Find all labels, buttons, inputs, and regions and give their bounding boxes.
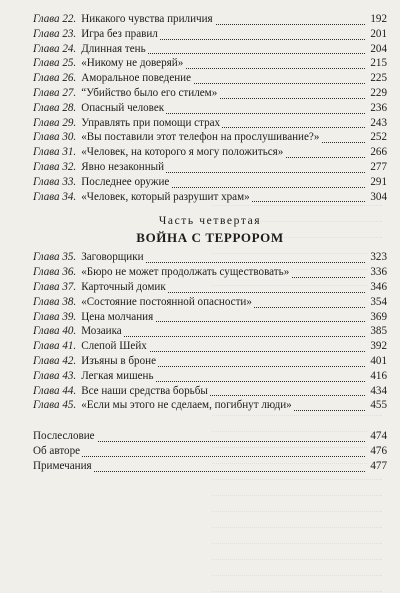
page-number: 291: [370, 175, 387, 188]
chapter-number: 31.: [62, 146, 77, 159]
chapter-label: Глава: [33, 57, 60, 70]
page-number: 336: [370, 266, 387, 279]
chapter-title: Все наши средства борьбы: [81, 384, 208, 397]
part-title: ВОЙНА С ТЕРРОРОМ: [136, 230, 284, 246]
chapter-title: Заговорщики: [81, 251, 144, 264]
toc-entry[interactable]: [33, 56, 387, 71]
table-of-contents: [33, 12, 387, 474]
part-label: Часть четвертая: [158, 215, 262, 228]
chapter-number: 22.: [62, 13, 77, 25]
page-number: 416: [370, 369, 387, 382]
page-number: 385: [370, 325, 387, 338]
chapter-number: 44.: [62, 384, 77, 397]
entry-title: Примечания: [33, 459, 92, 472]
chapter-number: 43.: [62, 369, 77, 382]
page-number: 304: [370, 190, 387, 203]
chapter-title: Цена молчания: [81, 310, 154, 323]
chapter-number: 39.: [62, 310, 77, 323]
chapter-label: Глава: [33, 101, 60, 114]
chapter-title: Явно незаконный: [81, 160, 165, 173]
toc-entry[interactable]: [33, 27, 387, 42]
toc-entry[interactable]: [33, 265, 387, 280]
dot-leader: [33, 456, 365, 457]
chapter-number: 42.: [62, 354, 77, 367]
toc-entry-notes[interactable]: [33, 459, 387, 474]
toc-entry[interactable]: [33, 116, 387, 131]
chapter-label: Глава: [33, 42, 60, 55]
chapter-label: Глава: [33, 325, 60, 338]
page-number: 401: [370, 354, 387, 367]
chapter-label: Глава: [33, 384, 60, 397]
page-number: 476: [370, 444, 387, 457]
section-gap: [33, 413, 387, 429]
page-number: 236: [370, 101, 387, 114]
chapter-number: 38.: [62, 295, 77, 308]
chapter-title: Управлять при помощи страх: [81, 116, 221, 129]
chapter-label: Глава: [33, 266, 60, 279]
chapter-label: Глава: [33, 13, 60, 25]
toc-backmatter: [33, 429, 387, 473]
page-number: 474: [370, 430, 387, 443]
chapter-label: Глава: [33, 369, 60, 382]
chapter-number: 27.: [62, 86, 77, 99]
toc-entry[interactable]: [33, 175, 387, 190]
toc-entry[interactable]: [33, 71, 387, 86]
chapter-label: Глава: [33, 251, 60, 264]
toc-entry[interactable]: [33, 130, 387, 145]
toc-entry[interactable]: [33, 42, 387, 57]
chapter-title: Слепой Шейх: [81, 340, 147, 353]
chapter-number: 40.: [62, 325, 77, 338]
chapter-number: 33.: [62, 175, 77, 188]
toc-entry[interactable]: [33, 280, 387, 295]
toc-entry[interactable]: [33, 86, 387, 101]
chapter-label: Глава: [33, 340, 60, 353]
page-number: 192: [370, 13, 387, 25]
chapter-number: 23.: [62, 27, 77, 40]
chapter-title: «Никому не доверяй»: [81, 57, 184, 70]
chapter-label: Глава: [33, 116, 60, 129]
page-number: 225: [370, 72, 387, 85]
page-number: 243: [370, 116, 387, 129]
toc-list-part4: [33, 250, 387, 413]
toc-entry[interactable]: [33, 190, 387, 205]
page-number: 204: [370, 42, 387, 55]
toc-entry[interactable]: [33, 369, 387, 384]
chapter-title: «Состояние постоянной опасности»: [81, 295, 252, 308]
chapter-title: «Человек, который разрушит храм»: [81, 190, 250, 203]
page-number: 252: [370, 131, 387, 144]
page-number: 346: [370, 280, 387, 293]
toc-entry[interactable]: [33, 398, 387, 413]
toc-entry[interactable]: [33, 324, 387, 339]
chapter-title: Мозаика: [81, 325, 122, 338]
chapter-title: Опасный человек: [81, 101, 165, 114]
chapter-number: 45.: [62, 399, 77, 412]
toc-entry[interactable]: [33, 295, 387, 310]
chapter-title: Карточный домик: [81, 280, 166, 293]
toc-list-top: [33, 12, 387, 204]
chapter-title: Игра без правил: [81, 27, 158, 40]
chapter-number: 29.: [62, 116, 77, 129]
page-number: 266: [370, 146, 387, 159]
page-number: 477: [370, 459, 387, 472]
page-number: 369: [370, 310, 387, 323]
chapter-number: 35.: [62, 251, 77, 264]
toc-entry[interactable]: [33, 250, 387, 265]
chapter-label: Глава: [33, 86, 60, 99]
chapter-label: Глава: [33, 27, 60, 40]
chapter-number: 41.: [62, 340, 77, 353]
toc-entry[interactable]: [33, 339, 387, 354]
chapter-label: Глава: [33, 175, 60, 188]
page-number: 201: [370, 27, 387, 40]
chapter-label: Глава: [33, 295, 60, 308]
chapter-number: 25.: [62, 57, 77, 70]
page-number: 215: [370, 57, 387, 70]
page-number: 277: [370, 160, 387, 173]
chapter-number: 32.: [62, 160, 77, 173]
chapter-label: Глава: [33, 280, 60, 293]
page-number: 354: [370, 295, 387, 308]
chapter-number: 28.: [62, 101, 77, 114]
chapter-title: Изъяны в броне: [81, 354, 157, 367]
chapter-number: 34.: [62, 190, 77, 203]
chapter-title: «Бюро не может продолжать существовать»: [81, 266, 290, 279]
chapter-label: Глава: [33, 399, 60, 412]
chapter-title: «Человек, на которого я могу положиться»: [81, 146, 284, 159]
toc-entry[interactable]: [33, 310, 387, 325]
chapter-number: 37.: [62, 280, 77, 293]
chapter-label: Глава: [33, 160, 60, 173]
chapter-label: Глава: [33, 131, 60, 144]
entry-title: Послесловие: [33, 430, 95, 443]
toc-entry[interactable]: [33, 12, 387, 27]
page-number: 392: [370, 340, 387, 353]
chapter-title: “Убийство было его стилем»: [81, 86, 218, 99]
toc-entry[interactable]: [33, 160, 387, 175]
chapter-title: Легкая мишень: [81, 369, 154, 382]
chapter-number: 24.: [62, 42, 77, 55]
chapter-label: Глава: [33, 310, 60, 323]
chapter-title: Последнее оружие: [81, 175, 170, 188]
chapter-title: Аморальное поведение: [81, 72, 192, 85]
entry-title: Об авторе: [33, 444, 81, 457]
toc-entry[interactable]: [33, 384, 387, 399]
page-number: 434: [370, 384, 387, 397]
chapter-title: «Если мы этого не сделаем, погибнут люди»: [81, 399, 292, 412]
toc-entry[interactable]: [33, 354, 387, 369]
chapter-number: 30.: [62, 131, 77, 144]
chapter-label: Глава: [33, 72, 60, 85]
chapter-title: Никакого чувства приличия: [81, 13, 213, 25]
chapter-label: Глава: [33, 190, 60, 203]
chapter-number: 36.: [62, 266, 77, 279]
chapter-number: 26.: [62, 72, 77, 85]
chapter-label: Глава: [33, 354, 60, 367]
page-number: 229: [370, 86, 387, 99]
page-number: 455: [370, 399, 387, 412]
toc-entry-afterword[interactable]: [33, 429, 387, 444]
toc-entry-about-author[interactable]: [33, 444, 387, 459]
chapter-title: Длинная тень: [81, 42, 146, 55]
toc-entry[interactable]: [33, 145, 387, 160]
page-number: 323: [370, 251, 387, 264]
chapter-label: Глава: [33, 146, 60, 159]
toc-entry[interactable]: [33, 101, 387, 116]
chapter-title: «Вы поставили этот телефон на прослушивание?»: [81, 131, 320, 144]
